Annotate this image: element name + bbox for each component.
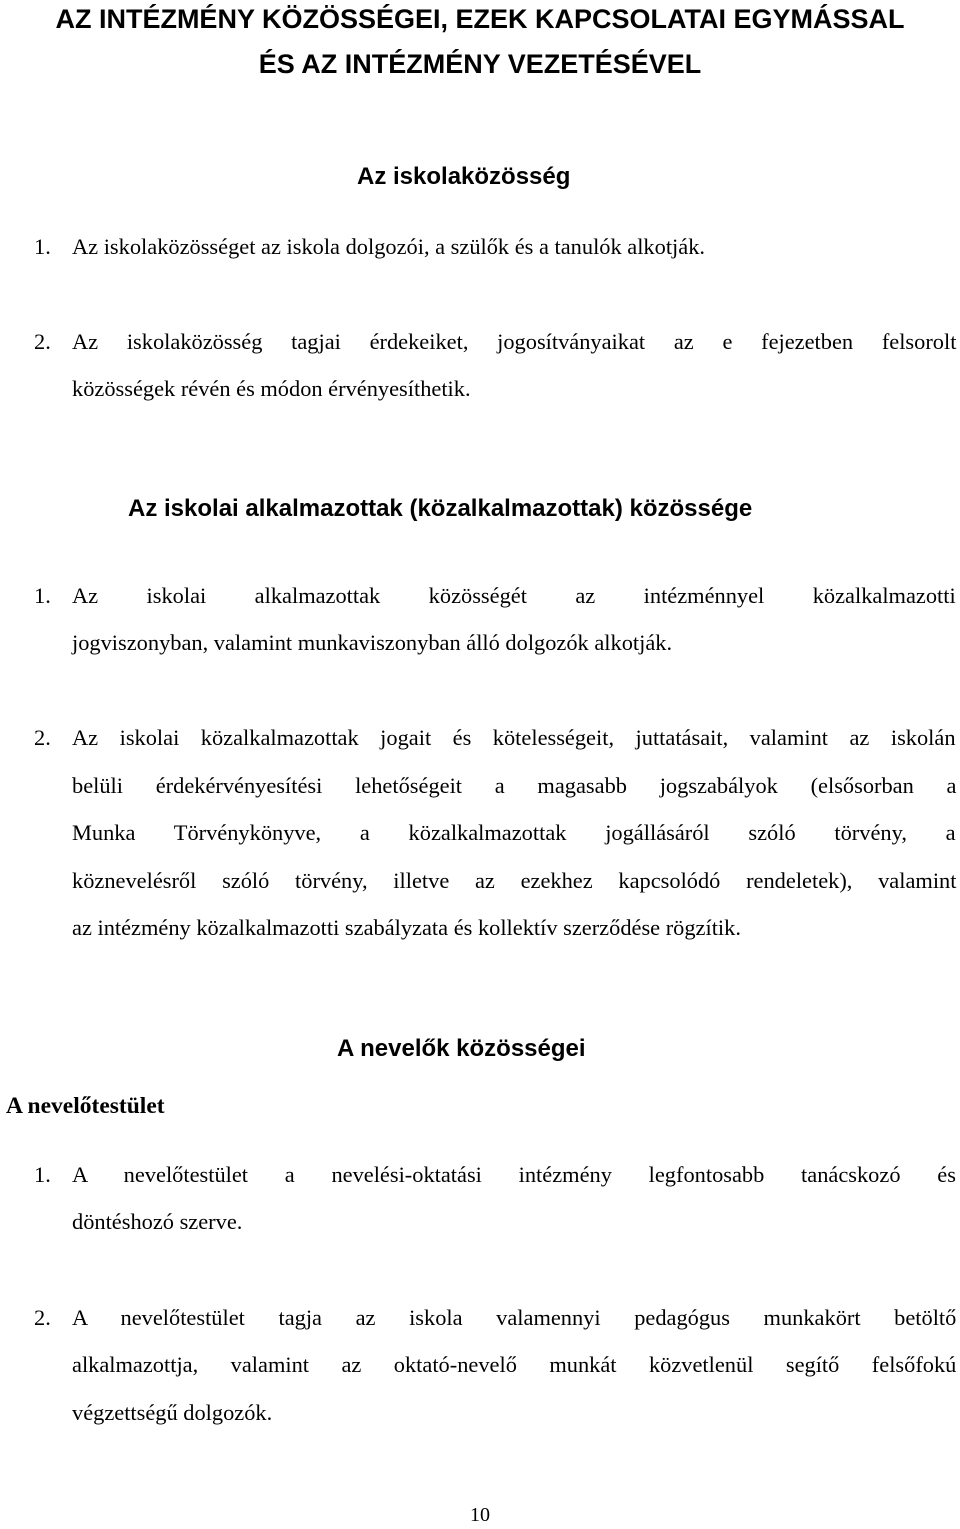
paragraph-line: Az iskolai közalkalmazottak jogait és kötelességeit, juttatásait, valamint az iskolán	[72, 725, 956, 750]
paragraph-line: közösségek révén és módon érvényesíthetik.	[72, 376, 471, 401]
paragraph-line: A nevelőtestület a nevelési-oktatási intézmény legfontosabb tanácskozó és	[72, 1162, 956, 1187]
section-heading-iskolakozosseg: Az iskolaközösség	[357, 163, 571, 190]
paragraph-line: belüli érdekérvényesítési lehetőségeit a magasabb jogszabályok (elsősorban a	[72, 773, 957, 798]
paragraph-line: alkalmazottja, valamint az oktató-nevelő munkát közvetlenül segítő felsőfokú	[72, 1352, 957, 1377]
paragraph-number: 1.	[34, 583, 51, 608]
paragraph-line: jogviszonyban, valamint munkaviszonyban álló dolgozók alkotják.	[72, 630, 673, 655]
paragraph-number: 1.	[34, 234, 51, 259]
paragraph-line: A nevelőtestület tagja az iskola valamennyi pedagógus munkakört betöltő	[72, 1305, 957, 1330]
paragraph-line: végzettségű dolgozók.	[72, 1400, 273, 1425]
paragraph-line: Az iskolaközösség tagjai érdekeiket, jogosítványaikat az e fejezetben felsorolt	[72, 329, 957, 354]
document-title-line-1: AZ INTÉZMÉNY KÖZÖSSÉGEI, EZEK KAPCSOLATAI EGYMÁSSAL	[55, 4, 905, 34]
page-number: 10	[470, 1504, 490, 1526]
paragraph-line: döntéshozó szerve.	[72, 1209, 243, 1234]
paragraph-line: az intézmény közalkalmazotti szabályzata és kollektív szerződése rögzítik.	[72, 915, 741, 940]
paragraph-number: 2.	[34, 329, 51, 354]
paragraph-number: 2.	[34, 725, 51, 750]
paragraph-number: 1.	[34, 1162, 51, 1187]
section-heading-nevelok-kozossegei: A nevelők közösségei	[337, 1035, 586, 1062]
paragraph-line: Az iskolaközösséget az iskola dolgozói, a szülők és a tanulók alkotják.	[72, 234, 705, 259]
section-heading-alkalmazottak: Az iskolai alkalmazottak (közalkalmazottak) közössége	[128, 495, 753, 522]
document-title-line-2: ÉS AZ INTÉZMÉNY VEZETÉSÉVEL	[258, 49, 702, 79]
subheading-nevelotestulet: A nevelőtestület	[6, 1093, 165, 1119]
paragraph-line: köznevelésről szóló törvény, illetve az ezekhez kapcsolódó rendeletek), valamint	[72, 868, 957, 893]
paragraph-line: Az iskolai alkalmazottak közösségét az intézménnyel közalkalmazotti	[72, 583, 956, 608]
paragraph-line: Munka Törvénykönyve, a közalkalmazottak jogállásáról szóló törvény, a	[72, 820, 956, 845]
paragraph-number: 2.	[34, 1305, 51, 1330]
